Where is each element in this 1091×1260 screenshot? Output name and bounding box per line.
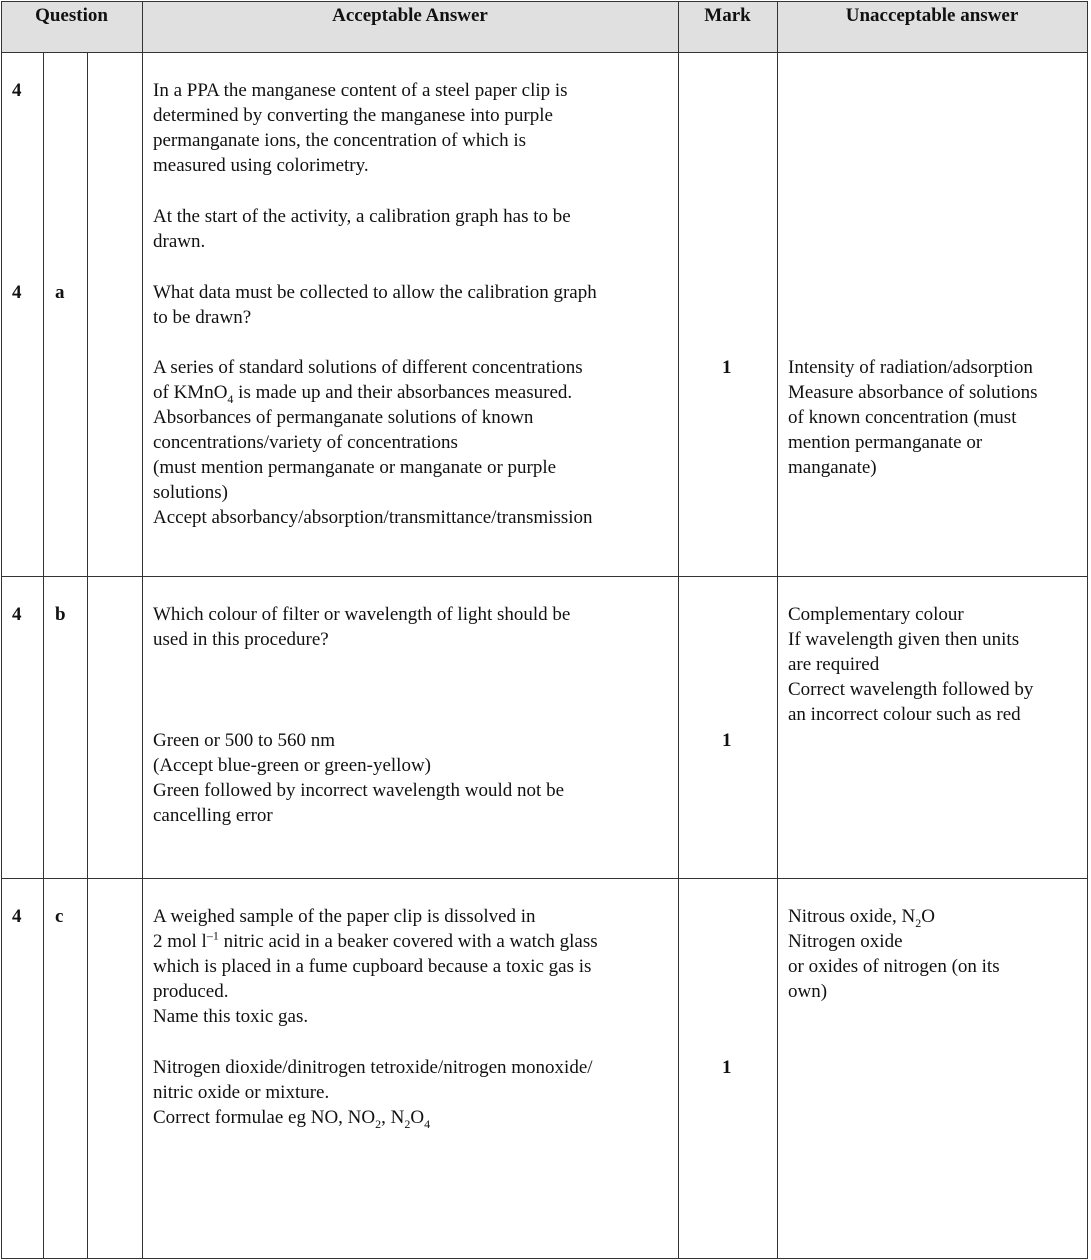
answer-line: solutions) xyxy=(153,482,228,503)
answer-line: Correct formulae eg NO, $NO_2$, $N_2O_4$ xyxy=(153,1107,431,1131)
part-question-line: which is placed in a fume cupboard because a toxic gas is xyxy=(153,956,592,977)
answer-line: nitric oxide or mixture. xyxy=(153,1082,330,1103)
unacceptable-line: Nitrous oxide, $N_2O$ xyxy=(788,906,935,930)
part-question-line: to be drawn? xyxy=(153,307,252,328)
answer-line: Nitrogen dioxide/dinitrogen tetroxide/nitrogen monoxide/ xyxy=(153,1057,593,1078)
part-question-line: Name this toxic gas. xyxy=(153,1006,309,1027)
unacceptable-line: own) xyxy=(788,981,828,1002)
part-question-line: Which colour of filter or wavelength of light should be xyxy=(153,604,571,625)
header-question: Question xyxy=(35,5,108,26)
column-divider xyxy=(87,52,88,1259)
part-number: 4 xyxy=(12,282,22,303)
column-divider xyxy=(1,1,2,1259)
answer-line: (must mention permanganate or manganate or purple xyxy=(153,457,557,478)
unacceptable-line: Complementary colour xyxy=(788,604,964,625)
unacceptable-line: or oxides of nitrogen (on its xyxy=(788,956,1000,977)
row-divider xyxy=(1,878,1087,879)
unacceptable-line: If wavelength given then units xyxy=(788,629,1020,650)
answer-line: A series of standard solutions of different concentrations xyxy=(153,357,583,378)
part-number: 4 xyxy=(12,906,22,927)
question-intro-line: measured using colorimetry. xyxy=(153,155,369,176)
table-border-top xyxy=(1,1,1087,2)
part-question-line: What data must be collected to allow the calibration graph xyxy=(153,282,597,303)
mark-value: 1 xyxy=(722,730,732,751)
unacceptable-line: mention permanganate or xyxy=(788,432,983,453)
mark-value: 1 xyxy=(722,357,732,378)
column-divider xyxy=(678,1,679,1259)
column-divider xyxy=(1087,1,1088,1259)
unacceptable-line: of known concentration (must xyxy=(788,407,1017,428)
unacceptable-line: manganate) xyxy=(788,457,877,478)
unacceptable-line: Measure absorbance of solutions xyxy=(788,382,1038,403)
question-intro-line: drawn. xyxy=(153,231,206,252)
row-divider xyxy=(1,576,1087,577)
table-border-bottom xyxy=(1,1258,1087,1259)
question-intro-line: determined by converting the manganese into purple xyxy=(153,105,553,126)
answer-line: Green followed by incorrect wavelength would not be xyxy=(153,780,565,801)
unacceptable-line: Correct wavelength followed by xyxy=(788,679,1034,700)
column-divider xyxy=(43,52,44,1259)
part-question-line: produced. xyxy=(153,981,229,1002)
part-letter: c xyxy=(55,906,64,927)
question-intro-line: permanganate ions, the concentration of which is xyxy=(153,130,527,151)
unacceptable-line: an incorrect colour such as red xyxy=(788,704,1021,725)
question-intro-line: At the start of the activity, a calibration graph has to be xyxy=(153,206,571,227)
answer-line: of KMnO$_4$ is made up and their absorbances measured. xyxy=(153,382,573,406)
unacceptable-line: Intensity of radiation/adsorption xyxy=(788,357,1033,378)
header-mark: Mark xyxy=(704,5,751,26)
answer-line: Green or 500 to 560 nm xyxy=(153,730,336,751)
column-divider xyxy=(777,1,778,1259)
part-question-line: 2 mol $l^{-1}$ nitric acid in a beaker covered with a watch glass xyxy=(153,928,598,952)
mark-value: 1 xyxy=(722,1057,732,1078)
answer-line: (Accept blue-green or green-yellow) xyxy=(153,755,431,776)
unacceptable-line: are required xyxy=(788,654,880,675)
unacceptable-line: Nitrogen oxide xyxy=(788,931,903,952)
header-divider xyxy=(1,52,1087,53)
column-divider xyxy=(142,1,143,1259)
part-number: 4 xyxy=(12,604,22,625)
part-letter: a xyxy=(55,282,65,303)
header-unacceptable-answer: Unacceptable answer xyxy=(845,5,1019,26)
answer-line: Absorbances of permanganate solutions of known xyxy=(153,407,534,428)
answer-line: concentrations/variety of concentrations xyxy=(153,432,458,453)
part-question-line: used in this procedure? xyxy=(153,629,329,650)
part-question-line: A weighed sample of the paper clip is dissolved in xyxy=(153,906,536,927)
question-intro-line: In a PPA the manganese content of a steel paper clip is xyxy=(153,80,568,101)
header-acceptable-answer: Acceptable Answer xyxy=(332,5,488,26)
part-letter: b xyxy=(55,604,66,625)
question-number: 4 xyxy=(12,80,22,101)
answer-line: cancelling error xyxy=(153,805,273,826)
answer-line: Accept absorbancy/absorption/transmittance/transmission xyxy=(153,507,593,528)
